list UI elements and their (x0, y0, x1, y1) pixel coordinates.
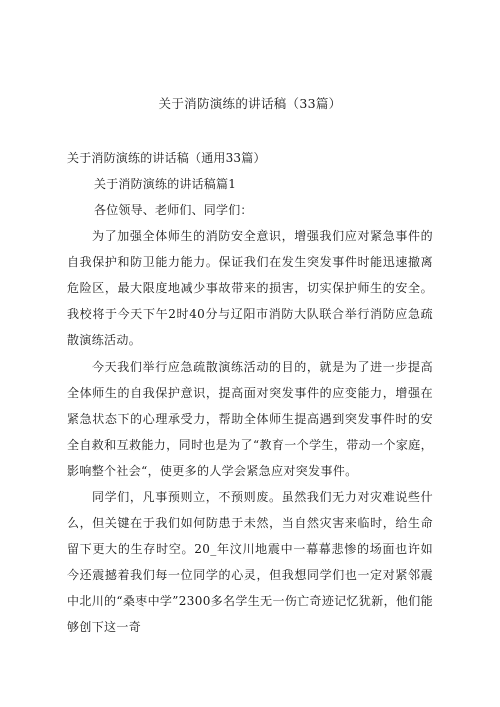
body-paragraph: 同学们，凡事预则立，不预则废。虽然我们无力对灾难说些什么，但关键在于我们如何防患于未然，当自然灾害来临时，给生命留下更大的生存时空。20_年汶川地震中一幕幕悲惨的场面也许如今还震撼着我们每一位同学的心灵，但我想同学们也一定对紧邻震中北川的“桑枣中学”2300多名学生无一伤亡奇迹记忆犹新，他们能够创下这一奇 (67, 490, 434, 634)
salutation-line: 各位领导、老师们、同学们： (94, 203, 253, 217)
body-paragraph: 今天我们举行应急疏散演练活动的目的，就是为了进一步提高全体师生的自我保护意识，提高面对突发事件的应变能力，增强在紧急状态下的心理承受力，帮助全体师生提高遇到突发事件时的安全自救和互救能力，同时也是为了“教育一个学生，带动一个家庭，影响整个社会“，使更多的人学会紧急应对突发事件。 (67, 360, 433, 478)
body-paragraph: 为了加强全体师生的消防安全意识，增强我们应对紧急事件的自我保护和防卫能力能力。保证我们在发生突发事件时能迅速撤离危险区，最大限度地减少事故带来的损害，切实保护师生的安全。我校将于今天下午2时40分与辽阳市消防大队联合举行消防应急疏散演练活动。 (67, 229, 433, 347)
document-subtitle: 关于消防演练的讲话稿（通用33篇） (67, 151, 266, 165)
section-heading: 关于消防演练的讲话稿篇1 (94, 177, 237, 191)
document-title: 关于消防演练的讲话稿（33篇） (158, 96, 342, 111)
